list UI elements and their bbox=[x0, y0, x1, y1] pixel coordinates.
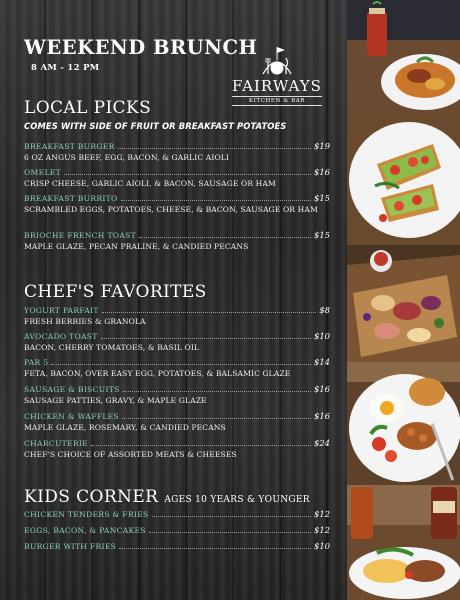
logo-emblem-icon bbox=[222, 44, 332, 80]
logo-subtitle: KITCHEN & BAR bbox=[232, 96, 322, 106]
kids-corner-title: KIDS CORNER bbox=[24, 487, 159, 507]
item-price: $24 bbox=[314, 438, 330, 448]
item-price: $15 bbox=[314, 193, 330, 203]
menu-item bbox=[24, 541, 330, 552]
dotted-leader bbox=[118, 142, 311, 149]
menu-item bbox=[24, 525, 330, 536]
local-picks-note: COMES WITH SIDE OF FRUIT OR BREAKFAST POTATOES bbox=[24, 121, 287, 131]
item-price: $16 bbox=[314, 384, 330, 394]
menu-item bbox=[24, 438, 330, 461]
dotted-leader bbox=[91, 439, 311, 446]
dotted-leader bbox=[152, 510, 311, 517]
menu-title: WEEKEND BRUNCH bbox=[24, 36, 258, 59]
menu-item bbox=[24, 411, 330, 434]
item-description: MAPLE GLAZE, ROSEMARY, & CANDIED PECANS bbox=[24, 423, 226, 432]
item-name: EGGS, BACON, & PANCAKES bbox=[24, 526, 146, 535]
dotted-leader bbox=[119, 542, 311, 549]
section-title-kids-corner bbox=[24, 487, 310, 507]
item-name: BRIOCHE FRENCH TOAST bbox=[24, 231, 136, 240]
charcuterie-board-photo bbox=[347, 245, 460, 362]
item-name: CHICKEN TENDERS & FRIES bbox=[24, 510, 149, 519]
menu-item bbox=[24, 331, 330, 354]
item-price: $12 bbox=[314, 509, 330, 519]
item-price: $12 bbox=[314, 525, 330, 535]
kids-corner-note: AGES 10 YEARS & YOUNGER bbox=[164, 495, 310, 505]
item-price: $19 bbox=[314, 141, 330, 151]
item-name: YOGURT PARFAIT bbox=[24, 306, 99, 315]
dotted-leader bbox=[149, 526, 311, 533]
menu-item bbox=[24, 141, 330, 164]
dotted-leader bbox=[123, 385, 311, 392]
item-name: OMELET bbox=[24, 168, 61, 177]
item-name: BREAKFAST BURRITO bbox=[24, 194, 118, 203]
photo-column bbox=[347, 0, 460, 600]
item-name: PAR 5 bbox=[24, 358, 49, 367]
restaurant-logo bbox=[222, 44, 332, 104]
item-name: CHARCUTERIE bbox=[24, 439, 89, 448]
item-price: $15 bbox=[314, 230, 330, 240]
menu-item bbox=[24, 305, 330, 328]
burrito-plate-photo bbox=[347, 485, 460, 600]
dotted-leader bbox=[122, 412, 311, 419]
cocktail-and-plate-photo bbox=[347, 0, 460, 114]
item-price: $14 bbox=[314, 357, 330, 367]
item-description: CRISP CHEESE, GARLIC AIOLI, & BACON, SAUSAGE OR HAM bbox=[24, 179, 276, 188]
section-title-local-picks: LOCAL PICKS bbox=[24, 98, 152, 118]
menu-item bbox=[24, 509, 330, 520]
item-price: $16 bbox=[314, 167, 330, 177]
logo-name: FAIRWAYS bbox=[232, 77, 322, 95]
item-name: BURGER WITH FRIES bbox=[24, 542, 117, 551]
menu-item bbox=[24, 230, 330, 253]
item-description: SCRAMBLED EGGS, POTATOES, CHEESE, & BACON, SAUSAGE OR HAM bbox=[24, 205, 318, 214]
item-description: FETA, BACON, OVER EASY EGG, POTATOES, & BALSAMIC GLAZE bbox=[24, 369, 291, 378]
dotted-leader bbox=[121, 194, 311, 201]
menu-item bbox=[24, 167, 330, 190]
avocado-toast-photo bbox=[347, 114, 460, 245]
item-name: AVOCADO TOAST bbox=[24, 332, 98, 341]
item-name: BREAKFAST BURGER bbox=[24, 142, 115, 151]
menu-item bbox=[24, 193, 330, 216]
item-description: BACON, CHERRY TOMATOES, & BASIL OIL bbox=[24, 343, 200, 352]
item-price: $10 bbox=[314, 331, 330, 341]
item-price: $16 bbox=[314, 411, 330, 421]
item-description: SAUSAGE PATTIES, GRAVY, & MAPLE GLAZE bbox=[24, 396, 207, 405]
section-title-chefs-favorites: CHEF'S FAVORITES bbox=[24, 282, 207, 302]
dotted-leader bbox=[101, 332, 311, 339]
service-hours: 8 AM - 12 PM bbox=[31, 63, 100, 73]
dotted-leader bbox=[64, 168, 311, 175]
dotted-leader bbox=[139, 231, 311, 238]
item-description: MAPLE GLAZE, PECAN PRALINE, & CANDIED PECANS bbox=[24, 242, 249, 251]
dotted-leader bbox=[51, 358, 311, 365]
item-price: $10 bbox=[314, 541, 330, 551]
breakfast-plate-photo bbox=[347, 362, 460, 485]
item-name: SAUSAGE & BISCUITS bbox=[24, 385, 120, 394]
dotted-leader bbox=[102, 306, 317, 313]
item-description: FRESH BERRIES & GRANOLA bbox=[24, 317, 146, 326]
item-description: CHEF'S CHOICE OF ASSORTED MEATS & CHEESES bbox=[24, 450, 237, 459]
item-description: 6 OZ ANGUS BEEF, EGG, BACON, & GARLIC AIOLI bbox=[24, 153, 230, 162]
item-price: $8 bbox=[319, 305, 330, 315]
menu-item bbox=[24, 384, 330, 407]
item-name: CHICKEN & WAFFLES bbox=[24, 412, 120, 421]
menu-item bbox=[24, 357, 330, 380]
